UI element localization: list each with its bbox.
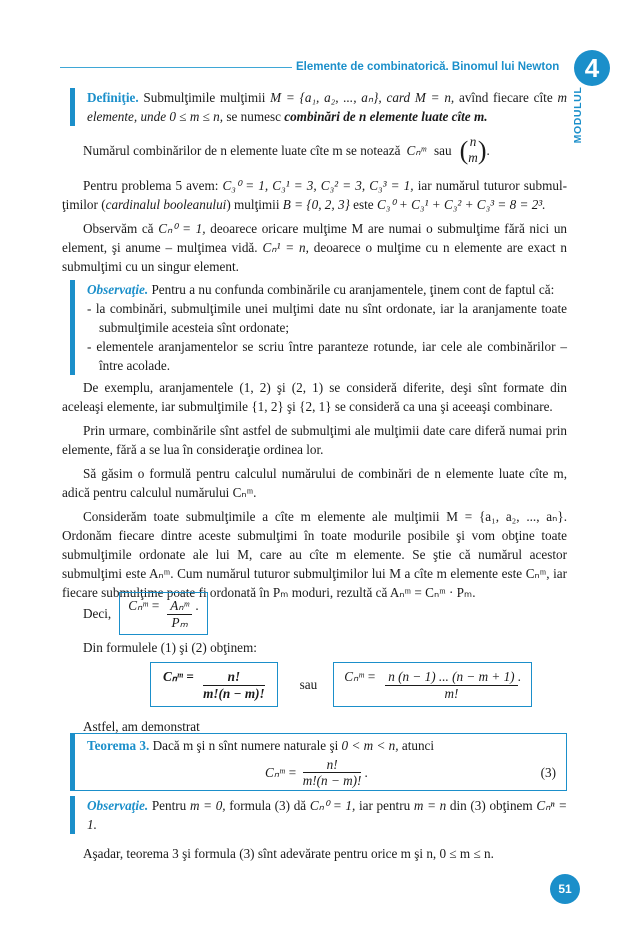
final-paragraph: Aşadar, teorema 3 şi formula (3) sînt adevărate pentru orice m şi n, 0 ≤ m ≤ n.: [83, 846, 494, 861]
observation-label: Observaţie.: [87, 798, 149, 813]
deci-row: Deci, Cₙᵐ = Aₙᵐ Pₘ .: [62, 592, 567, 635]
header-rule: [60, 67, 292, 68]
problem5-paragraph: Pentru problema 5 avem: C₃⁰ = 1, C₃¹ = 3, C₃² = 3, C₃³ = 1, iar numărul tuturor submul- ţimilor (cardinalul booleanului) mulţimii B = {0, 2, 3} este C₃⁰ + C₃¹ + C₃² + C₃³ = 8 = 2³. Observăm că Cₙ⁰ = 1, deoarece oricare mulţime M are numai o submulţime fără nici un element, şi anume – mulţimea vidă. Cₙ¹ = n, deoarece o mulţime cu n elemente are exact n submulţimi cu un singur element.: [62, 178, 568, 274]
page-number-badge: 51: [550, 874, 580, 904]
theorem-box: Teorema 3. Dacă m şi n sînt numere naturale şi 0 < m < n, atunci Cₙᵐ = $\frac{n!}{m!(n - m)!}$ . (3): [70, 733, 567, 791]
definition-term: combinări de n elemente luate cîte m.: [284, 109, 488, 124]
observation-bullet: - elementele aranjamentelor se scriu între paranteze rotunde, iar cele ale combinărilor – între acolade.: [87, 339, 567, 373]
notation-paragraph: Numărul combinărilor de n elemente luate cîte m se notează Cₙᵐ sau ( n m ) .: [83, 134, 490, 165]
formula-right-box: Cₙᵐ = $\frac{n (n - 1) ... (n - m + 1)}{m!}$ .: [333, 662, 532, 707]
definition-text: Definiţie. Submulţimile mulţimii M = {a₁, a₂, ..., aₙ}, card M = n, avînd fiecare cîte m elemente, unde 0 ≤ m ≤ n, se numesc combinări de n elemente luate cîte m.: [87, 90, 567, 124]
observation-label: Observaţie.: [87, 282, 149, 297]
set-M: M = {a₁, a₂, ..., aₙ},: [270, 90, 382, 105]
definition-label: Definiţie.: [87, 90, 139, 105]
consider-paragraph: Considerăm toate submulţimile a cîte m elemente ale mulţimii M = {a₁, a₂, ..., aₙ}. Ordonăm fiecare dintre aceste submulţimi în toate modurile posibile şi vom obţine toate submulţimile ordonate ale lui M, care au cîte m elemente. Se ştie că numărul acestor submulţimi este Aₙᵐ. Cum numărul tuturor submulţimilor lui M a cîte m elemente este Cₙᵐ, iar fiecare submulţime poate fi ordonată în Pₘ moduri, rezultă că Aₙᵐ = Cₙᵐ · Pₘ.: [62, 509, 567, 600]
binomial-symbol: n m: [468, 134, 478, 165]
formula-search-paragraph: Să găsim o formulă pentru calculul numărului de combinări de n elemente luate cîte m, adică pentru calculul numărului Cₙᵐ.: [62, 466, 567, 500]
equation-number: (3): [540, 765, 556, 780]
chapter-title: Elemente de combinatorică. Binomul lui Newton: [296, 61, 560, 73]
formula-left-box: Cₙᵐ = $\frac{n!}{m!(n - m)!}$: [150, 662, 278, 707]
module-label: MODULUL: [572, 86, 584, 144]
from-formulas: Din formulele (1) şi (2) obţinem: Cₙᵐ = $\frac{n!}{m!(n - m)!}$ sau Cₙᵐ = $\frac{n (n - 1) ... (n - m + 1)}{m!}$ . Astfel, am demonstrat: [62, 638, 567, 741]
example-paragraph: De exemplu, aranjamentele (1, 2) şi (2, 1) se consideră diferite, deşi sînt formate din aceleaşi elemente, iar submulţimile {1, 2} şi {2, 1} se consideră ca una şi aceeaşi combinare.: [62, 380, 567, 414]
theorem-label: Teorema 3.: [87, 738, 150, 753]
module-number-badge: 4: [574, 50, 610, 86]
observation-bullet: - la combinări, submulţimile unei mulţimi date nu sînt ordonate, iar la aranjamente toate submulţimile acesteia sînt ordonate;: [87, 301, 567, 335]
deci-formula-box: Cₙᵐ = Aₙᵐ Pₘ .: [119, 592, 207, 635]
consequently-paragraph: Prin urmare, combinările sînt astfel de submulţimi ale mulţimii date care diferă numai prin elemente, fără a se lua în consideraţie ordinea lor.: [62, 423, 567, 457]
body-text: [62, 378, 567, 607]
observation-box-1: Observaţie. Pentru a nu confunda combinările cu aranjamentele, ţinem cont de faptul că: - la combinări, submulţimile unei mulţimi date nu sînt ordonate, iar la aranjamente toate submulţimile acesteia sînt ordonate; - elementele aranjamentelor se scriu între paranteze rotunde, iar cele ale combinărilor – între acolade.: [70, 280, 567, 375]
definition-box: [70, 88, 567, 126]
observation-box-2: Observaţie. Pentru m = 0, formula (3) dă Cₙ⁰ = 1, iar pentru m = n din (3) obţinem Cₙⁿ = 1.: [70, 796, 567, 834]
